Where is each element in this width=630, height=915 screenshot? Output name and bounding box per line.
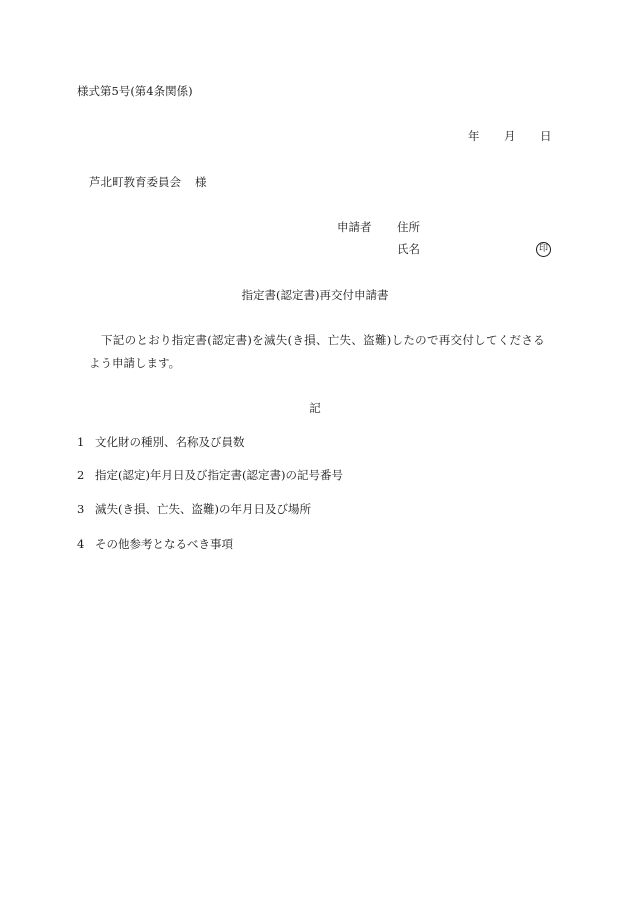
item-number: 1 [77, 435, 85, 449]
item-text: 滅失(き損、亡失、盗難)の年月日及び場所 [95, 502, 311, 516]
list-item [77, 437, 245, 449]
item-number: 2 [77, 468, 85, 482]
list-item [77, 504, 311, 516]
item-number: 3 [77, 502, 85, 516]
date-day-label: 日 [540, 129, 552, 143]
document-title: 指定書(認定書)再交付申請書 [241, 288, 389, 302]
list-item [77, 539, 233, 551]
item-text: その他参考となるべき事項 [95, 537, 233, 551]
name-label: 氏名 [397, 242, 420, 256]
item-text: 指定(認定)年月日及び指定書(認定書)の記号番号 [95, 468, 343, 482]
body-text-line-2: よう申請します。 [89, 356, 181, 370]
seal-icon: 印 [536, 242, 551, 257]
body-text-line-1: 下記のとおり指定書(認定書)を滅失(き損、亡失、盗難)したので再交付してくださる [101, 333, 545, 347]
item-text: 文化財の種別、名称及び員数 [95, 435, 245, 449]
address-label: 住所 [397, 220, 420, 234]
ki-heading: 記 [309, 401, 321, 415]
date-month-label: 月 [504, 129, 516, 143]
addressee-honorific: 様 [195, 175, 207, 189]
item-number: 4 [77, 537, 85, 551]
applicant-label: 申請者 [337, 220, 372, 234]
list-item [77, 470, 343, 482]
addressee-name: 芦北町教育委員会 [89, 175, 181, 189]
date-year-label: 年 [468, 129, 480, 143]
form-number: 様式第5号(第4条関係) [77, 84, 193, 98]
